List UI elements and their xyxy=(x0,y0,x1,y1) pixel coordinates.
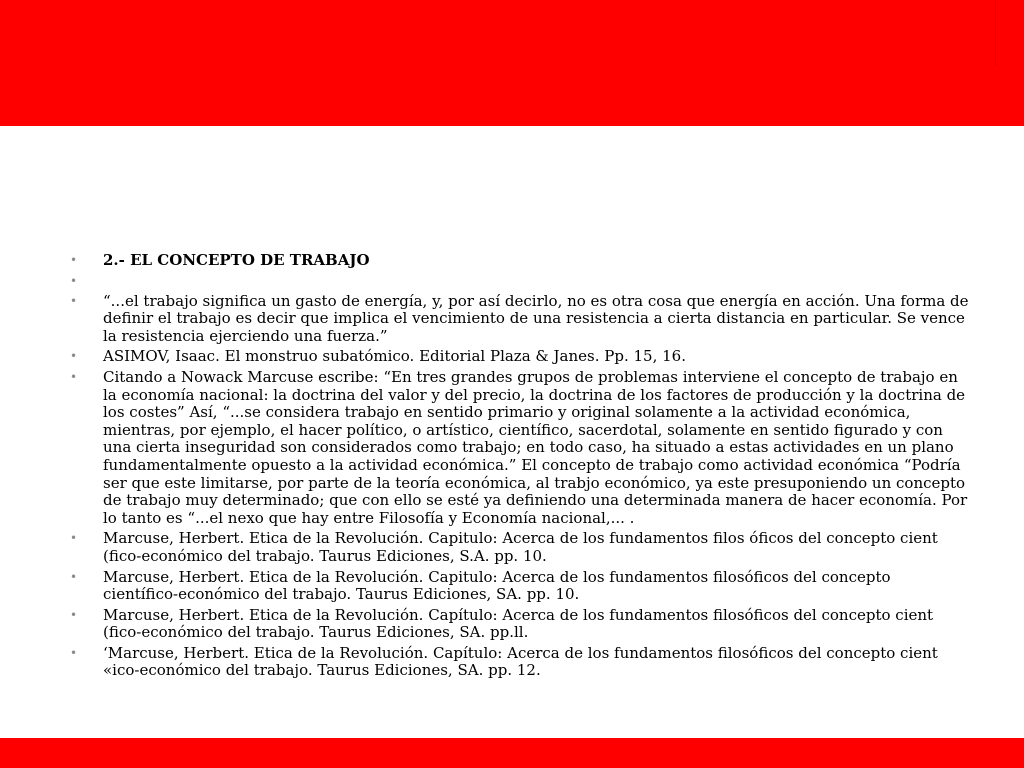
bullet-icon: • xyxy=(70,273,78,288)
reference-text: Marcuse, Herbert. Etica de la Revolución. Capitulo: Acerca de los fundamentos filos óficos del concepto cient (fico-económico del trabajo. Taurus Ediciones, S.A. pp. 10. xyxy=(103,529,938,565)
list-item xyxy=(70,530,970,565)
bullet-icon: • xyxy=(70,531,78,546)
bullet-icon: • xyxy=(70,369,78,384)
list-item xyxy=(70,569,970,604)
body-paragraph: Citando a Nowack Marcuse escribe: “En tres grandes grupos de problemas interviene el concepto de trabajo en la economía nacional: la doctrina del valor y del precio, la doctrina de los factores de producción y la doctrina de los costes” Así, “...se considera trabajo en sentido primario y original solamente a la actividad económica, mientras, por ejemplo, el hacer político, o artístico, científico, sacerdotal, solamente en sentido figurado y con una cierta inseguridad son considerados como trabajo; en todo caso, ha situado a estas actividades en un plano fundamentalmente opuesto a la actividad económica.” El concepto de trabajo como actividad económica “Podría ser que este limitarse, por parte de la teoría económica, al trabjo económico, ya este presuponiendo un concepto de trabajo muy determinado; que con ello se esté ya definiendo una determinada manera de hacer economía. Por lo tanto es “...el nexo que hay entre Filosofía y Economía nacional,... . xyxy=(103,367,968,527)
list-item xyxy=(70,293,970,346)
section-heading: 2.- EL CONCEPTO DE TRABAJO xyxy=(103,251,370,269)
bullet-icon: • xyxy=(70,349,78,364)
bullet-icon: • xyxy=(70,569,78,584)
band-edge-line xyxy=(995,0,996,66)
reference-text: ‘Marcuse, Herbert. Etica de la Revolución. Capítulo: Acerca de los fundamentos filosóficos del concepto cient «ico-económico del trabajo. Taurus Ediciones, SA. pp. 12. xyxy=(103,643,938,680)
citation-text: ASIMOV, Isaac. El monstruo subatómico. Editorial Plaza & Janes. Pp. 15, 16. xyxy=(103,347,686,366)
bullet-icon: • xyxy=(70,607,78,622)
quote-text: “...el trabajo significa un gasto de energía, y, por así decirlo, no es otra cosa que energía en acción. Una forma de definir el trabajo es decir que implica el vencimiento de una resistencia a cierta distancia en particular. Se vence la resistencia ejerciendo una fuerza.” xyxy=(103,291,969,345)
bottom-red-band xyxy=(0,738,1024,768)
bullet-icon: • xyxy=(70,253,78,267)
list-item xyxy=(70,348,970,366)
bullet-list xyxy=(70,252,970,683)
reference-text: Marcuse, Herbert. Etica de la Revolución. Capítulo: Acerca de los fundamentos filosóficos del concepto cient (fico-económico del trabajo. Taurus Ediciones, SA. pp.ll. xyxy=(103,605,934,642)
list-item-heading xyxy=(70,252,970,270)
top-red-band xyxy=(0,0,1024,126)
bullet-icon: • xyxy=(70,645,78,660)
bullet-icon: • xyxy=(70,293,78,308)
reference-text: Marcuse, Herbert. Etica de la Revolución. Capitulo: Acerca de los fundamentos filosóficos del concepto científico-económico del trabajo. Taurus Ediciones, SA. pp. 10. xyxy=(103,567,891,604)
list-item xyxy=(70,607,970,642)
list-item xyxy=(70,369,970,527)
list-item-empty xyxy=(70,273,970,290)
list-item xyxy=(70,645,970,680)
